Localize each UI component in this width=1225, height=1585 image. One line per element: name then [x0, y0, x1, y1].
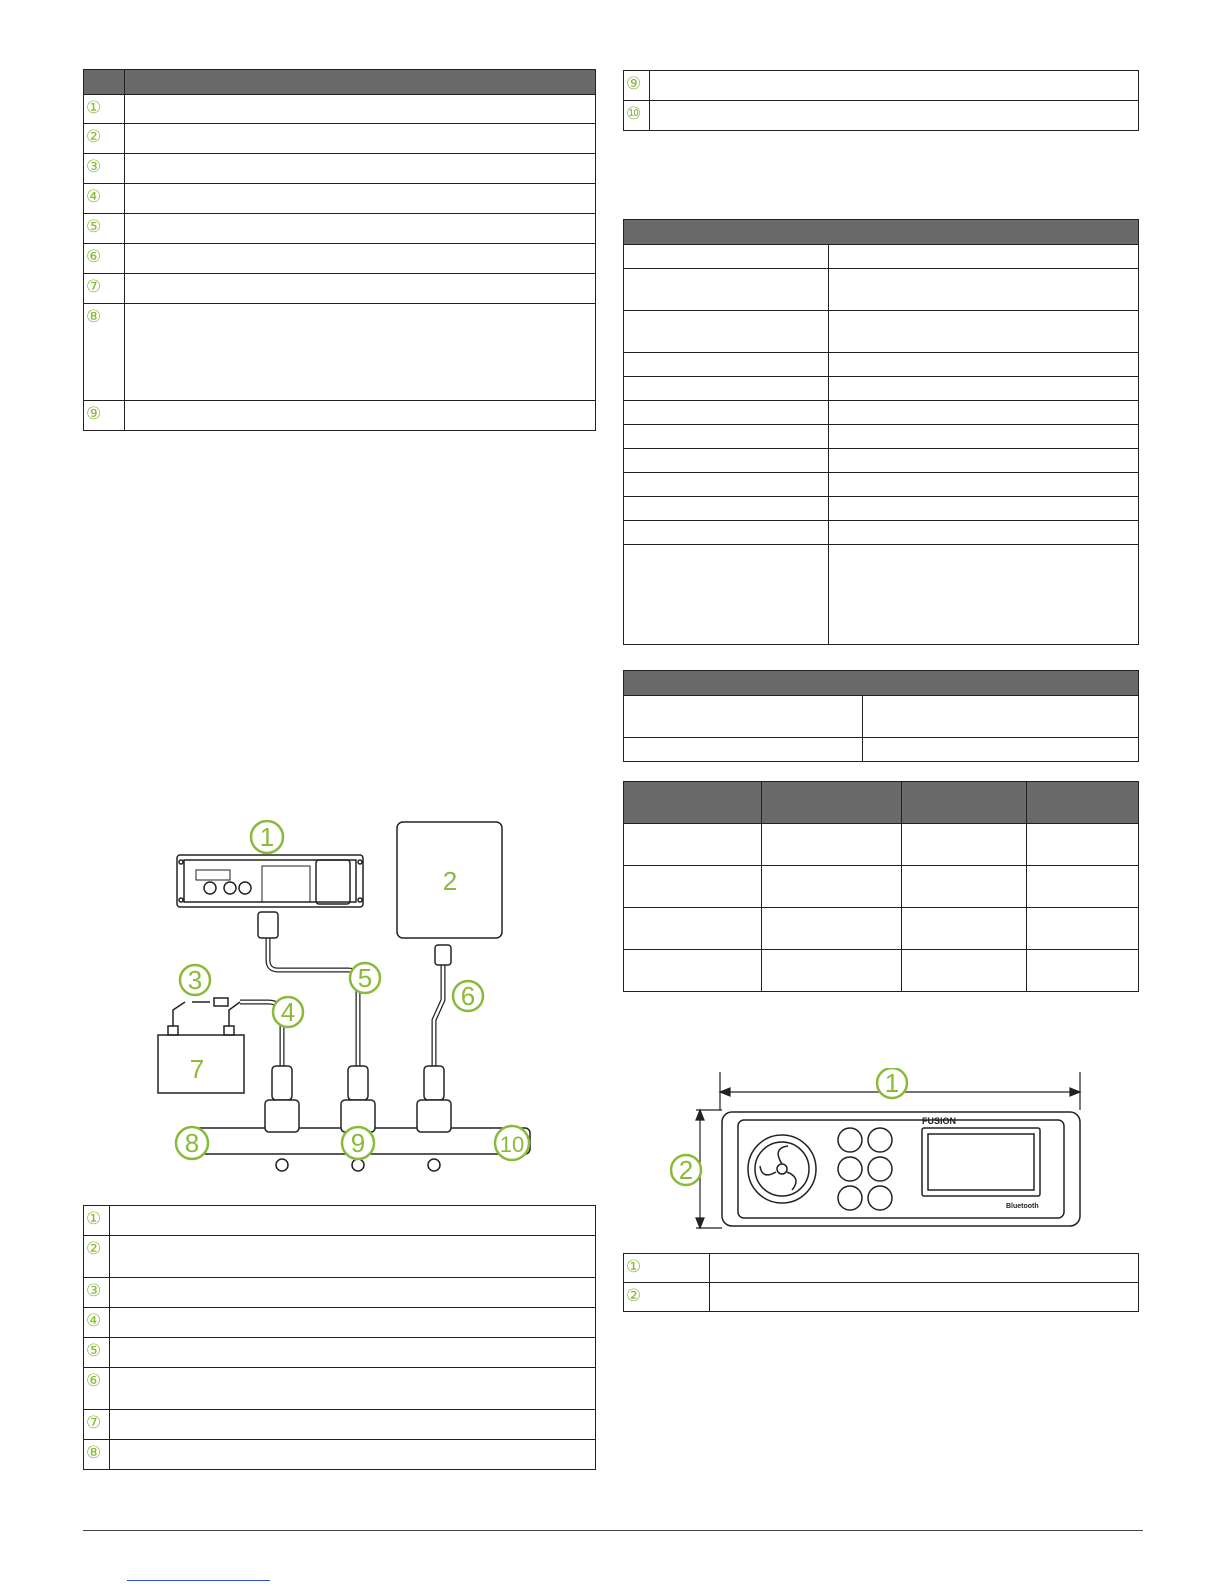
- table-row: [624, 353, 1139, 377]
- row-number: ⑦: [84, 1410, 110, 1440]
- row-number: ⑤: [84, 214, 125, 244]
- table-row: [84, 1440, 596, 1470]
- callout-2-label: 2: [442, 866, 458, 896]
- table-row: [624, 521, 1139, 545]
- row-number: ⑧: [84, 304, 125, 401]
- row-number: ①: [624, 1254, 710, 1283]
- callout-6-label: 6: [460, 981, 476, 1011]
- table-row: [84, 401, 596, 431]
- row-number: ⑦: [84, 274, 125, 304]
- table-row: [84, 244, 596, 274]
- dimension-callout-1-label: 1: [884, 1068, 900, 1098]
- row-number: ①: [84, 1206, 110, 1236]
- table-row: [84, 1236, 596, 1278]
- row-number: ④: [84, 1308, 110, 1338]
- table-row: [624, 245, 1139, 269]
- table-row: [624, 269, 1139, 311]
- table-row: [624, 950, 1139, 992]
- table-row: [624, 696, 1139, 738]
- row-number: ⑩: [624, 101, 650, 131]
- table-row: [624, 473, 1139, 497]
- footer-link-underline[interactable]: [127, 1580, 270, 1581]
- four-column-table: [623, 781, 1139, 992]
- table-row: [624, 866, 1139, 908]
- row-number: ①: [84, 95, 125, 124]
- footer-rule: [83, 1530, 1143, 1531]
- row-number: ⑨: [624, 71, 650, 101]
- callout-1-label: 1: [259, 822, 275, 852]
- table-row: [84, 1368, 596, 1410]
- callout-7-label: 7: [189, 1054, 205, 1084]
- row-number: ②: [84, 1236, 110, 1278]
- table-row: [84, 95, 596, 124]
- brand-logo: FUSION: [922, 1116, 957, 1126]
- row-number: ⑧: [84, 1440, 110, 1470]
- table-row: [84, 1278, 596, 1308]
- row-number: ⑥: [84, 244, 125, 274]
- table-row: [624, 401, 1139, 425]
- table-row: [624, 71, 1139, 101]
- row-number: ②: [84, 124, 125, 154]
- row-number: ④: [84, 184, 125, 214]
- stereo-unit-rear-icon: [177, 855, 363, 907]
- callout-5-label: 5: [357, 963, 373, 993]
- table-row: [624, 824, 1139, 866]
- row-number: ⑨: [84, 401, 125, 431]
- left-top-table: [83, 69, 596, 431]
- two-column-table: [623, 670, 1139, 762]
- right-top-table: [623, 70, 1139, 131]
- callout-4-label: 4: [280, 997, 296, 1027]
- table-row: [624, 497, 1139, 521]
- bluetooth-logo: Bluetooth: [1006, 1203, 1039, 1210]
- dimension-table: [623, 1253, 1139, 1312]
- table-row: [84, 304, 596, 401]
- table-header-row: [624, 671, 1139, 696]
- specifications-table: [623, 219, 1139, 645]
- table-row: [84, 214, 596, 244]
- row-number: ③: [84, 1278, 110, 1308]
- table-header-row: [624, 220, 1139, 245]
- left-bottom-table: [83, 1205, 596, 1470]
- table-row: [624, 908, 1139, 950]
- table-row: [624, 545, 1139, 645]
- row-number: ②: [624, 1283, 710, 1312]
- row-number: ⑤: [84, 1338, 110, 1368]
- table-row: [624, 425, 1139, 449]
- table-row: [84, 124, 596, 154]
- table-row: [84, 1410, 596, 1440]
- row-number: ⑥: [84, 1368, 110, 1410]
- dimension-callout-2-label: 2: [678, 1155, 694, 1185]
- callout-9-label: 9: [350, 1128, 366, 1158]
- nmea-wiring-diagram: [150, 820, 550, 1190]
- table-row: [84, 274, 596, 304]
- table-row: [624, 449, 1139, 473]
- table-row: [84, 1338, 596, 1368]
- table-row: [84, 1308, 596, 1338]
- table-row: [624, 738, 1139, 762]
- device-dimensions-drawing: [670, 1068, 1095, 1238]
- table-row: [624, 1254, 1139, 1283]
- callout-10-label: 10: [499, 1132, 525, 1157]
- table-header-row: [624, 782, 1139, 824]
- table-header-row: [84, 70, 596, 95]
- table-row: [624, 101, 1139, 131]
- table-row: [84, 184, 596, 214]
- row-number: ③: [84, 154, 125, 184]
- callout-8-label: 8: [184, 1128, 200, 1158]
- table-row: [624, 311, 1139, 353]
- table-row: [84, 154, 596, 184]
- table-row: [624, 1283, 1139, 1312]
- callout-3-label: 3: [187, 965, 203, 995]
- table-row: [624, 377, 1139, 401]
- table-row: [84, 1206, 596, 1236]
